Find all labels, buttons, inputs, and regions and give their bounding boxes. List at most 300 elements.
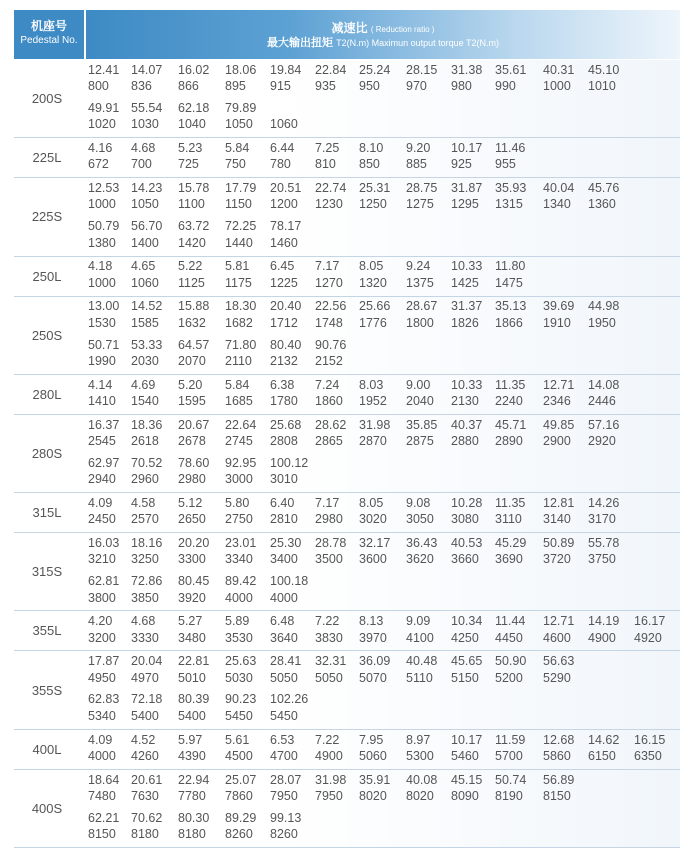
torque-value: 1340 — [543, 197, 571, 212]
torque-value: 1950 — [588, 315, 616, 330]
ratio-value: 20.61 — [131, 772, 163, 787]
torque-value: 4000 — [270, 590, 298, 605]
ratio-value: 25.66 — [359, 299, 391, 314]
ratio-value: 4.68 — [131, 141, 156, 156]
torque-value: 8150 — [543, 788, 571, 803]
torque-value: 6350 — [634, 748, 662, 763]
torque-value: 2980 — [178, 472, 206, 487]
ratio-value: 80.30 — [178, 810, 210, 825]
ratio-value: 56.89 — [543, 772, 575, 787]
ratio-value: 71.80 — [225, 337, 257, 352]
ratio-value: 17.87 — [88, 654, 120, 669]
ratio-value: 8.03 — [359, 377, 384, 392]
torque-value: 915 — [270, 79, 291, 94]
torque-value: 8260 — [270, 827, 298, 842]
torque-header — [86, 37, 680, 50]
torque-value: 5010 — [178, 670, 206, 685]
torque-value: 2890 — [495, 434, 523, 449]
torque-value: 2040 — [406, 394, 434, 409]
torque-value: 3300 — [178, 552, 206, 567]
torque-value: 885 — [406, 157, 427, 172]
ratio-value: 31.98 — [315, 772, 347, 787]
torque-value: 1060 — [131, 275, 159, 290]
ratio-value: 49.85 — [543, 417, 575, 432]
ratio-value: 28.15 — [406, 62, 438, 77]
torque-value: 3830 — [315, 630, 343, 645]
torque-value: 8180 — [131, 827, 159, 842]
ratio-value: 4.09 — [88, 495, 113, 510]
ratio-value: 5.89 — [225, 614, 250, 629]
torque-value: 3620 — [406, 552, 434, 567]
torque-value: 1315 — [495, 197, 523, 212]
ratio-value: 22.64 — [225, 417, 257, 432]
torque-value: 8020 — [359, 788, 387, 803]
ratio-value: 14.08 — [588, 377, 620, 392]
ratio-value: 40.08 — [406, 772, 438, 787]
torque-value: 3500 — [315, 552, 343, 567]
torque-value: 1125 — [178, 275, 205, 290]
torque-value: 3340 — [225, 552, 253, 567]
ratio-value: 40.04 — [543, 181, 575, 196]
ratio-value: 20.04 — [131, 654, 163, 669]
torque-value: 5060 — [359, 748, 387, 763]
ratio-value: 5.81 — [225, 259, 250, 274]
torque-value: 4000 — [225, 590, 253, 605]
ratio-value: 17.79 — [225, 181, 257, 196]
pedestal-group-row — [14, 415, 680, 493]
torque-value: 4920 — [634, 630, 662, 645]
ratio-value: 10.17 — [451, 732, 483, 747]
ratio-value: 70.52 — [131, 455, 163, 470]
torque-value: 1595 — [178, 394, 206, 409]
ratio-value: 5.23 — [178, 141, 203, 156]
torque-value: 1250 — [359, 197, 387, 212]
torque-value: 8020 — [406, 788, 434, 803]
ratio-value: 5.80 — [225, 495, 250, 510]
torque-value: 1425 — [451, 275, 479, 290]
torque-value: 935 — [315, 79, 336, 94]
ratio-value: 62.21 — [88, 810, 120, 825]
torque-value: 4000 — [88, 748, 116, 763]
ratio-value: 7.17 — [315, 259, 340, 274]
ratio-value: 28.07 — [270, 772, 302, 787]
ratio-value: 25.07 — [225, 772, 257, 787]
torque-value: 3000 — [225, 472, 253, 487]
torque-value: 1866 — [495, 315, 523, 330]
torque-value: 3640 — [270, 630, 298, 645]
pedestal-group-row — [14, 138, 680, 178]
ratio-value: 5.20 — [178, 377, 203, 392]
torque-value: 1050 — [131, 197, 159, 212]
torque-value: 2960 — [131, 472, 159, 487]
torque-value: 2920 — [588, 434, 616, 449]
ratio-value: 35.85 — [406, 417, 438, 432]
ratio-value: 20.20 — [178, 535, 210, 550]
ratio-value: 8.10 — [359, 141, 384, 156]
ratio-value: 7.22 — [315, 732, 340, 747]
ratio-value: 20.67 — [178, 417, 210, 432]
ratio-value: 4.18 — [88, 259, 113, 274]
torque-value: 2678 — [178, 434, 206, 449]
torque-value: 3600 — [359, 552, 387, 567]
pedestal-label: 400S — [31, 800, 63, 816]
torque-value: 895 — [225, 79, 246, 94]
torque-value: 4700 — [270, 748, 298, 763]
torque-value: 2346 — [543, 394, 571, 409]
torque-value: 1685 — [225, 394, 253, 409]
ratio-value: 36.09 — [359, 654, 391, 669]
ratio-value: 18.16 — [131, 535, 163, 550]
ratio-value: 6.53 — [270, 732, 295, 747]
torque-value: 4970 — [131, 670, 159, 685]
row-divider — [14, 847, 680, 848]
ratio-value: 19.84 — [270, 62, 302, 77]
ratio-value: 62.97 — [88, 455, 120, 470]
torque-value: 1712 — [270, 315, 298, 330]
torque-value: 1360 — [588, 197, 616, 212]
torque-value: 725 — [178, 157, 199, 172]
pedestal-label: 250S — [31, 327, 63, 343]
torque-value: 1100 — [178, 197, 205, 212]
pedestal-group-row — [14, 493, 680, 533]
ratio-value: 32.17 — [359, 535, 391, 550]
ratio-header — [86, 21, 680, 37]
ratio-value: 45.65 — [451, 654, 483, 669]
pedestal-label: 315S — [31, 564, 63, 580]
torque-value: 5030 — [225, 670, 253, 685]
torque-value: 955 — [495, 157, 516, 172]
ratio-value: 15.88 — [178, 299, 210, 314]
torque-value: 2618 — [131, 434, 159, 449]
ratio-value: 100.12 — [270, 455, 309, 470]
pedestal-header-cn: 机座号 — [30, 19, 67, 33]
ratio-value: 6.48 — [270, 614, 295, 629]
torque-value: 5300 — [406, 748, 434, 763]
torque-value: 4600 — [543, 630, 571, 645]
torque-value: 1585 — [131, 315, 159, 330]
ratio-value: 22.81 — [178, 654, 210, 669]
ratio-value: 45.29 — [495, 535, 527, 550]
torque-value: 4500 — [225, 748, 253, 763]
ratio-value: 11.35 — [495, 377, 526, 392]
ratio-value: 10.34 — [451, 614, 483, 629]
torque-value: 1776 — [359, 315, 387, 330]
torque-value: 1010 — [588, 79, 616, 94]
ratio-value: 79.89 — [225, 101, 257, 116]
ratio-value: 31.98 — [359, 417, 391, 432]
ratio-value: 5.84 — [225, 141, 250, 156]
torque-value: 980 — [451, 79, 472, 94]
ratio-value: 72.25 — [225, 219, 257, 234]
ratio-value: 49.91 — [88, 101, 120, 116]
torque-value: 1000 — [88, 197, 116, 212]
ratio-value: 100.18 — [270, 574, 309, 589]
torque-value: 3250 — [131, 552, 159, 567]
ratio-value: 45.10 — [588, 62, 620, 77]
table-header — [0, 10, 680, 59]
torque-value: 5860 — [543, 748, 571, 763]
ratio-value: 4.20 — [88, 614, 113, 629]
ratio-value: 9.09 — [406, 614, 431, 629]
torque-value: 850 — [359, 157, 380, 172]
ratio-value: 28.41 — [270, 654, 302, 669]
ratio-value: 56.70 — [131, 219, 163, 234]
torque-value: 1540 — [131, 394, 159, 409]
torque-value: 3210 — [88, 552, 116, 567]
torque-value: 866 — [178, 79, 199, 94]
torque-value: 4900 — [588, 630, 616, 645]
torque-value: 3020 — [359, 512, 387, 527]
torque-value: 5400 — [131, 708, 159, 723]
torque-value: 3660 — [451, 552, 479, 567]
row-band — [14, 138, 680, 178]
ratio-value: 80.40 — [270, 337, 302, 352]
ratio-value: 8.13 — [359, 614, 384, 629]
ratio-value: 8.97 — [406, 732, 431, 747]
ratio-value: 50.90 — [495, 654, 527, 669]
ratio-value: 7.24 — [315, 377, 340, 392]
pedestal-group-row — [14, 257, 680, 297]
ratio-value: 23.01 — [225, 535, 257, 550]
ratio-value: 25.24 — [359, 62, 391, 77]
ratio-value: 8.05 — [359, 495, 384, 510]
ratio-torque-column-header — [86, 10, 680, 59]
ratio-value: 4.65 — [131, 259, 156, 274]
ratio-value: 5.97 — [178, 732, 203, 747]
ratio-value: 35.61 — [495, 62, 527, 77]
pedestal-group-row — [14, 611, 680, 651]
torque-value: 5450 — [225, 708, 253, 723]
ratio-value: 72.18 — [131, 692, 163, 707]
ratio-value: 80.39 — [178, 692, 210, 707]
ratio-value: 4.69 — [131, 377, 156, 392]
ratio-value: 62.83 — [88, 692, 120, 707]
ratio-value: 6.44 — [270, 141, 295, 156]
torque-value: 3110 — [495, 512, 522, 527]
ratio-value: 57.16 — [588, 417, 620, 432]
ratio-value: 13.00 — [88, 299, 120, 314]
ratio-value: 50.71 — [88, 337, 120, 352]
ratio-value: 5.61 — [225, 732, 250, 747]
torque-value: 1175 — [225, 275, 252, 290]
torque-value: 950 — [359, 79, 380, 94]
ratio-value: 22.74 — [315, 181, 347, 196]
torque-header-cn: 最大输出扭矩 — [267, 37, 334, 49]
pedestal-group-row — [14, 178, 680, 256]
ratio-value: 4.14 — [88, 377, 113, 392]
ratio-value: 36.43 — [406, 535, 438, 550]
ratio-value: 40.48 — [406, 654, 438, 669]
torque-value: 810 — [315, 157, 336, 172]
torque-value: 5700 — [495, 748, 523, 763]
ratio-value: 16.02 — [178, 62, 210, 77]
ratio-value: 90.23 — [225, 692, 257, 707]
torque-value: 800 — [88, 79, 109, 94]
torque-value: 1780 — [270, 394, 298, 409]
torque-value: 2240 — [495, 394, 523, 409]
ratio-value: 55.54 — [131, 101, 163, 116]
torque-value: 3920 — [178, 590, 206, 605]
torque-value: 8180 — [178, 827, 206, 842]
pedestal-group-row — [14, 533, 680, 611]
pedestal-group-row — [14, 375, 680, 415]
ratio-value: 12.53 — [88, 181, 120, 196]
ratio-value: 12.81 — [543, 495, 575, 510]
ratio-value: 40.31 — [543, 62, 575, 77]
torque-value: 3170 — [588, 512, 616, 527]
ratio-value: 14.52 — [131, 299, 163, 314]
ratio-value: 5.84 — [225, 377, 250, 392]
ratio-value: 18.30 — [225, 299, 257, 314]
torque-value: 2030 — [131, 353, 159, 368]
torque-value: 4950 — [88, 670, 116, 685]
ratio-value: 6.40 — [270, 495, 295, 510]
ratio-value: 18.36 — [131, 417, 163, 432]
torque-value: 3970 — [359, 630, 387, 645]
ratio-value: 9.20 — [406, 141, 431, 156]
torque-value: 990 — [495, 79, 516, 94]
torque-value: 8090 — [451, 788, 479, 803]
torque-value: 2745 — [225, 434, 253, 449]
ratio-value: 11.59 — [495, 732, 526, 747]
torque-value: 1030 — [131, 117, 159, 132]
ratio-value: 32.31 — [315, 654, 347, 669]
ratio-value: 31.37 — [451, 299, 483, 314]
torque-value: 1952 — [359, 394, 387, 409]
torque-value: 2450 — [88, 512, 116, 527]
ratio-value: 35.93 — [495, 181, 527, 196]
torque-value: 7630 — [131, 788, 159, 803]
torque-value: 2808 — [270, 434, 298, 449]
ratio-value: 10.33 — [451, 259, 483, 274]
ratio-value: 11.46 — [495, 141, 526, 156]
torque-value: 1320 — [359, 275, 387, 290]
ratio-value: 50.74 — [495, 772, 527, 787]
ratio-value: 7.25 — [315, 141, 340, 156]
ratio-value: 9.08 — [406, 495, 431, 510]
torque-value: 7860 — [225, 788, 253, 803]
torque-value: 1000 — [88, 275, 116, 290]
ratio-value: 89.42 — [225, 574, 257, 589]
torque-value: 1682 — [225, 315, 253, 330]
ratio-value: 10.17 — [451, 141, 483, 156]
torque-value: 3140 — [543, 512, 571, 527]
torque-value: 1748 — [315, 315, 343, 330]
ratio-value: 28.75 — [406, 181, 438, 196]
torque-value: 1800 — [406, 315, 434, 330]
torque-value: 5340 — [88, 708, 116, 723]
ratio-value: 89.29 — [225, 810, 257, 825]
pedestal-header-en: Pedestal No. — [20, 35, 78, 46]
ratio-value: 11.80 — [495, 259, 526, 274]
torque-value: 970 — [406, 79, 427, 94]
torque-value: 3750 — [588, 552, 616, 567]
ratio-value: 25.63 — [225, 654, 257, 669]
torque-value: 1295 — [451, 197, 479, 212]
torque-value: 7780 — [178, 788, 206, 803]
ratio-value: 64.57 — [178, 337, 210, 352]
torque-value: 1440 — [225, 235, 253, 250]
torque-value: 780 — [270, 157, 291, 172]
torque-value: 2870 — [359, 434, 387, 449]
ratio-value: 25.31 — [359, 181, 391, 196]
ratio-value: 5.27 — [178, 614, 203, 629]
ratio-value: 25.68 — [270, 417, 302, 432]
ratio-value: 80.45 — [178, 574, 210, 589]
torque-value: 1150 — [225, 197, 252, 212]
torque-value: 672 — [88, 157, 109, 172]
torque-value: 5450 — [270, 708, 298, 723]
ratio-value: 6.38 — [270, 377, 295, 392]
ratio-value: 14.26 — [588, 495, 620, 510]
torque-value: 3530 — [225, 630, 253, 645]
torque-value: 5070 — [359, 670, 387, 685]
ratio-value: 16.15 — [634, 732, 666, 747]
pedestal-group-row — [14, 730, 680, 770]
ratio-value: 10.28 — [451, 495, 483, 510]
ratio-value: 50.79 — [88, 219, 120, 234]
torque-value: 925 — [451, 157, 472, 172]
pedestal-label: 250L — [32, 268, 62, 284]
ratio-value: 16.03 — [88, 535, 120, 550]
torque-value: 2650 — [178, 512, 206, 527]
pedestal-label: 400L — [32, 741, 62, 757]
torque-value: 3690 — [495, 552, 523, 567]
torque-value: 1530 — [88, 315, 116, 330]
torque-value: 1910 — [543, 315, 571, 330]
ratio-value: 45.71 — [495, 417, 527, 432]
torque-value: 1460 — [270, 235, 298, 250]
torque-value: 8150 — [88, 827, 116, 842]
torque-value: 2446 — [588, 394, 616, 409]
ratio-value: 22.94 — [178, 772, 210, 787]
torque-value: 3480 — [178, 630, 206, 645]
ratio-value: 4.52 — [131, 732, 156, 747]
torque-value: 4260 — [131, 748, 159, 763]
ratio-value: 16.37 — [88, 417, 120, 432]
ratio-value: 62.81 — [88, 574, 120, 589]
ratio-value: 28.78 — [315, 535, 347, 550]
ratio-value: 45.15 — [451, 772, 483, 787]
ratio-value: 22.56 — [315, 299, 347, 314]
torque-header-en: T2(N.m) Maximun output torque T2(N.m) — [336, 38, 499, 48]
ratio-value: 11.35 — [495, 495, 526, 510]
pedestal-label: 200S — [31, 91, 63, 107]
ratio-value: 90.76 — [315, 337, 347, 352]
ratio-value: 20.51 — [270, 181, 302, 196]
torque-value: 3800 — [88, 590, 116, 605]
ratio-value: 22.84 — [315, 62, 347, 77]
ratio-value: 11.44 — [495, 614, 526, 629]
torque-value: 1050 — [225, 117, 253, 132]
pedestal-label: 355L — [32, 623, 62, 639]
torque-value: 7950 — [315, 788, 343, 803]
torque-value: 2880 — [451, 434, 479, 449]
torque-value: 5460 — [451, 748, 479, 763]
torque-value: 2875 — [406, 434, 434, 449]
torque-value: 2130 — [451, 394, 479, 409]
ratio-value: 12.68 — [543, 732, 575, 747]
torque-value: 8260 — [225, 827, 253, 842]
ratio-value: 102.26 — [270, 692, 309, 707]
ratio-value: 72.86 — [131, 574, 163, 589]
torque-value: 3330 — [131, 630, 159, 645]
ratio-value: 9.00 — [406, 377, 431, 392]
ratio-value: 14.07 — [131, 62, 163, 77]
torque-value: 3010 — [270, 472, 298, 487]
ratio-value: 12.71 — [543, 614, 575, 629]
torque-value: 5400 — [178, 708, 206, 723]
